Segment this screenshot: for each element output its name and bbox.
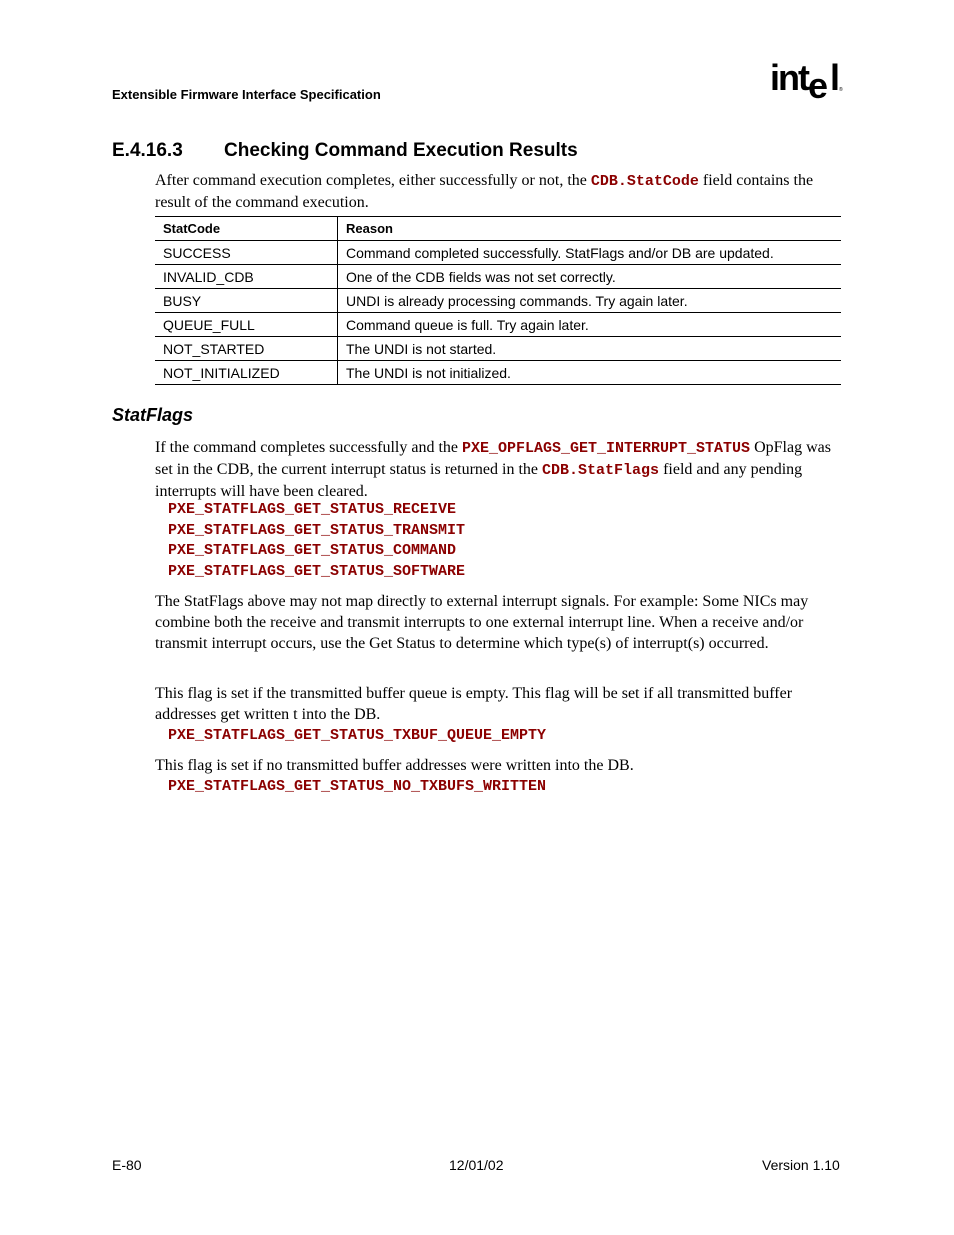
table-row (155, 361, 841, 385)
running-header: Extensible Firmware Interface Specification (112, 87, 381, 102)
flag-command: PXE_STATFLAGS_GET_STATUS_COMMAND (168, 542, 457, 559)
intro-paragraph (155, 170, 845, 213)
p1-text-c: field and any pending interrupts will have been cleared. (155, 461, 803, 500)
column-header-reason: Reason (338, 217, 842, 241)
p1-code-opflag: PXE_OPFLAGS_GET_INTERRUPT_STATUS (462, 440, 751, 457)
svg-text:l: l (830, 57, 841, 98)
statflags-heading: StatFlags (112, 405, 194, 425)
svg-text:®: ® (839, 87, 843, 93)
reason-cell: One of the CDB fields was not set correctly. (338, 265, 842, 289)
statcode-table (155, 216, 841, 385)
intro-text: After command execution completes, either successfully or not, the (155, 172, 591, 189)
footer-version: Version 1.10 (762, 1157, 840, 1173)
intro-text-end: field contains the result of the command execution. (155, 172, 814, 211)
table-row (155, 313, 841, 337)
statcode-cell: INVALID_CDB (155, 265, 338, 289)
p1-text-b: OpFlag was set in the CDB, the current interrupt status is returned in the (155, 439, 831, 478)
svg-text:e: e (808, 65, 829, 106)
section-number: E.4.16.3 (112, 140, 183, 161)
footer-page-number: E-80 (112, 1157, 142, 1173)
table-header-row (155, 217, 841, 241)
reason-cell: The UNDI is not initialized. (338, 361, 842, 385)
statcode-cell: BUSY (155, 289, 338, 313)
statflags-paragraph-3: This flag is set if the transmitted buffer queue is empty. This flag will be set if all transmitted buffer addresses get written t into the DB. (155, 685, 793, 723)
flag-no-txbufs-written: PXE_STATFLAGS_GET_STATUS_NO_TXBUFS_WRITTEN (168, 778, 547, 795)
flag-software: PXE_STATFLAGS_GET_STATUS_SOFTWARE (168, 563, 466, 580)
statcode-cell: NOT_INITIALIZED (155, 361, 338, 385)
footer-date: 12/01/02 (449, 1157, 504, 1173)
section-title: Checking Command Execution Results (224, 140, 578, 161)
statflags-paragraph-2: The StatFlags above may not map directly to external interrupt signals. For example: Some NICs may combine both the receive and transmit interrupts to one external interrupt line. When a receive and/or transmit interrupt occurs, use the Get Status to determine which type(s) of interrupt(s) occurred. (155, 593, 809, 652)
reason-cell: The UNDI is not started. (338, 337, 842, 361)
reason-cell: UNDI is already processing commands. Try again later. (338, 289, 842, 313)
statcode-cell: SUCCESS (155, 241, 338, 265)
flag-transmit: PXE_STATFLAGS_GET_STATUS_TRANSMIT (168, 522, 466, 539)
svg-text:int: int (770, 57, 808, 98)
flag-txbuf-queue-empty: PXE_STATFLAGS_GET_STATUS_TXBUF_QUEUE_EMPTY (168, 727, 547, 744)
p1-text-a: If the command completes successfully and the (155, 439, 463, 456)
statcode-cell: NOT_STARTED (155, 337, 338, 361)
statflags-paragraph-1 (155, 437, 845, 502)
table-row (155, 241, 841, 265)
table-row (155, 265, 841, 289)
statflags-paragraph-4: This flag is set if no transmitted buffer addresses were written into the DB. (155, 757, 634, 774)
column-header-statcode: StatCode (155, 217, 338, 241)
statcode-cell: QUEUE_FULL (155, 313, 338, 337)
intel-logo (768, 56, 846, 106)
reason-cell: Command completed successfully. StatFlags and/or DB are updated. (338, 241, 842, 265)
table-row (155, 337, 841, 361)
flag-receive: PXE_STATFLAGS_GET_STATUS_RECEIVE (168, 501, 457, 518)
table-row (155, 289, 841, 313)
reason-cell: Command queue is full. Try again later. (338, 313, 842, 337)
p1-code-statflags: CDB.StatFlags (542, 462, 660, 479)
section-heading (112, 140, 578, 162)
intro-code: CDB.StatCode (590, 173, 699, 190)
